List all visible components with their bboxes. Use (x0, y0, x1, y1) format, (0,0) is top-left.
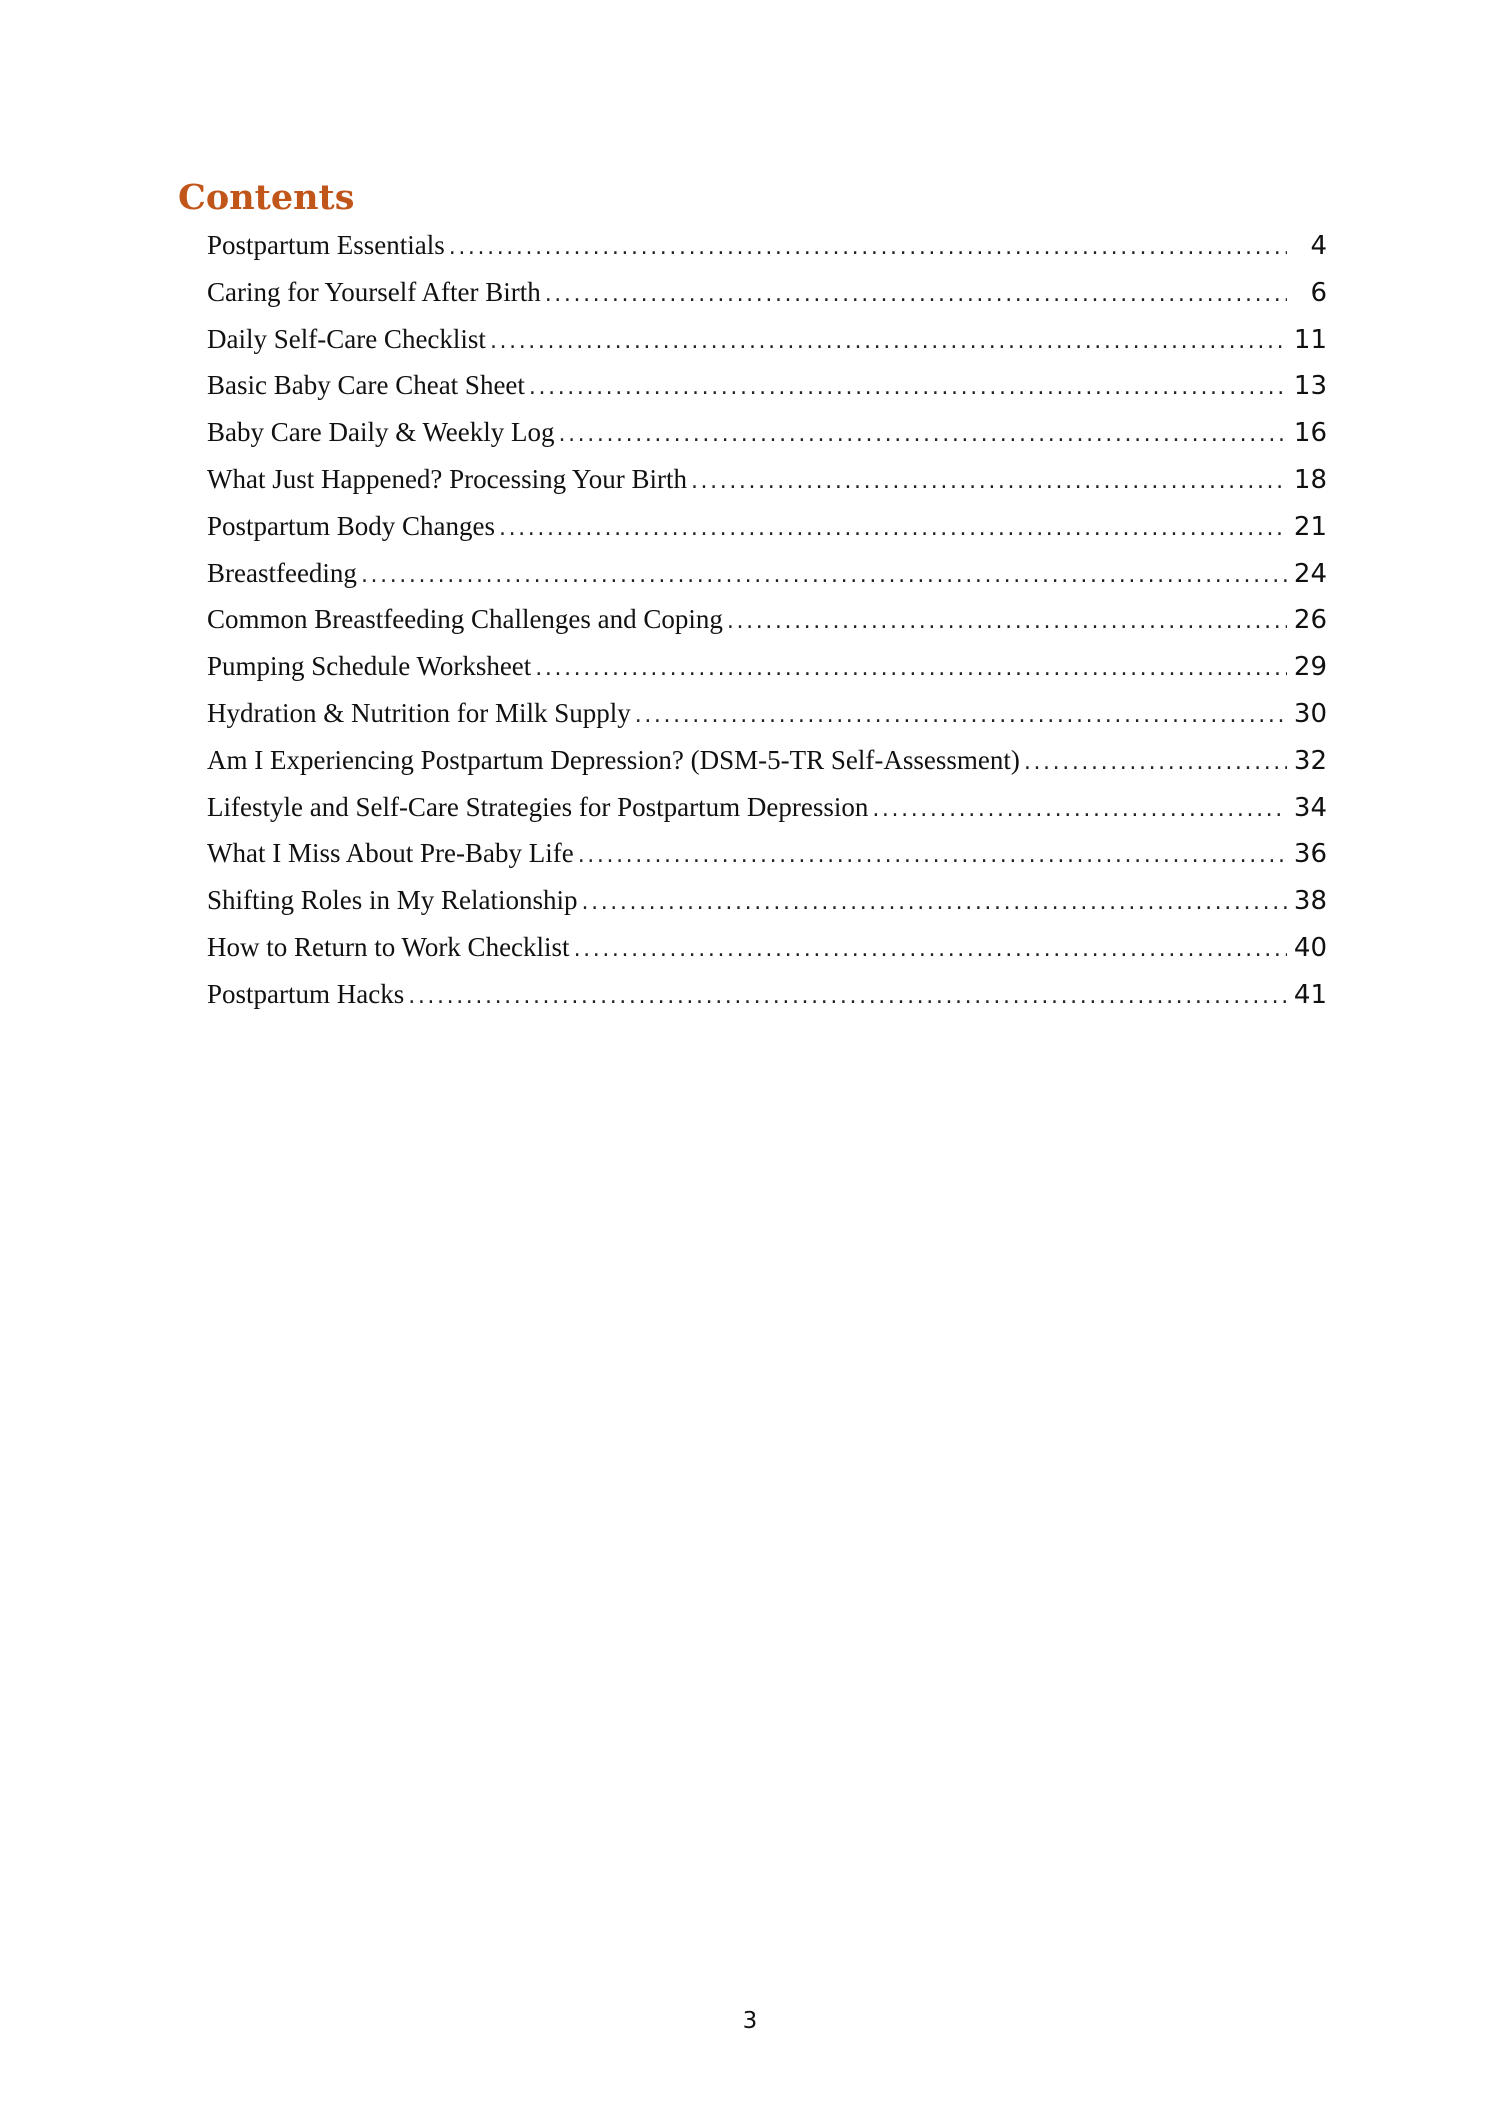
toc-entry-title[interactable]: Am I Experiencing Postpartum Depression? (DSM-5-TR Self-Assessment) (207, 744, 1020, 775)
toc-dot-leader (691, 459, 1287, 506)
toc-entry[interactable] (207, 971, 1327, 1018)
toc-entry-page[interactable]: 32 (1293, 745, 1327, 776)
toc-dot-leader (361, 553, 1287, 600)
toc-entry[interactable] (207, 456, 1327, 503)
toc-entry[interactable] (207, 830, 1327, 877)
toc-entry[interactable] (207, 924, 1327, 971)
toc-dot-leader (635, 693, 1287, 740)
toc-dot-leader (574, 927, 1287, 974)
toc-dot-leader (449, 225, 1287, 272)
toc-dot-leader (559, 412, 1288, 459)
toc-entry-page[interactable]: 21 (1293, 511, 1327, 542)
toc-entry-title[interactable]: Hydration & Nutrition for Milk Supply (207, 697, 631, 728)
toc-entry-title[interactable]: What Just Happened? Processing Your Birth (207, 463, 687, 494)
toc-dot-leader (545, 272, 1287, 319)
toc-dot-leader (408, 974, 1287, 1021)
toc-entry-title[interactable]: What I Miss About Pre-Baby Life (207, 838, 574, 869)
toc-entry[interactable] (207, 784, 1327, 831)
toc-entry-title[interactable]: Lifestyle and Self-Care Strategies for Postpartum Depression (207, 791, 869, 822)
toc-entry-title[interactable]: Pumping Schedule Worksheet (207, 651, 532, 682)
toc-entry-title[interactable]: Breastfeeding (207, 557, 357, 588)
toc-entry-title[interactable]: How to Return to Work Checklist (207, 931, 570, 962)
toc-entry-page[interactable]: 13 (1293, 371, 1327, 402)
toc-entry[interactable] (207, 550, 1327, 597)
toc-dot-leader (529, 365, 1287, 412)
toc-entry[interactable] (207, 316, 1327, 363)
toc-entry-title[interactable]: Basic Baby Care Cheat Sheet (207, 370, 525, 401)
toc-entry-page[interactable]: 38 (1293, 886, 1327, 917)
toc-entry-page[interactable]: 4 (1310, 231, 1327, 261)
toc-dot-leader (582, 880, 1287, 927)
toc-dot-leader (872, 787, 1287, 834)
toc-entry-page[interactable]: 29 (1293, 652, 1327, 683)
toc-entry-page[interactable]: 30 (1293, 698, 1327, 729)
toc-dot-leader (535, 646, 1287, 693)
toc-entry[interactable] (207, 269, 1327, 316)
toc-entry[interactable] (207, 503, 1327, 550)
toc-entry-page[interactable]: 16 (1293, 418, 1327, 449)
contents-heading: Contents (178, 177, 355, 218)
toc-entry-title[interactable]: Daily Self-Care Checklist (207, 323, 486, 354)
toc-entry[interactable] (207, 643, 1327, 690)
toc-entry[interactable] (207, 409, 1327, 456)
table-of-contents (207, 222, 1327, 1018)
toc-entry-page[interactable]: 26 (1293, 605, 1327, 636)
toc-dot-leader (1024, 740, 1287, 787)
toc-entry-page[interactable]: 41 (1293, 979, 1327, 1010)
toc-dot-leader (727, 599, 1287, 646)
toc-entry[interactable] (207, 596, 1327, 643)
toc-dot-leader (578, 833, 1287, 880)
toc-entry-page[interactable]: 40 (1293, 932, 1327, 963)
toc-entry-page[interactable]: 11 (1293, 324, 1327, 355)
toc-entry-page[interactable]: 6 (1310, 277, 1327, 308)
toc-entry-page[interactable]: 18 (1293, 464, 1327, 495)
toc-entry[interactable] (207, 877, 1327, 924)
toc-entry-page[interactable]: 36 (1293, 839, 1327, 870)
toc-entry-title[interactable]: Baby Care Daily & Weekly Log (207, 417, 555, 448)
toc-entry[interactable] (207, 690, 1327, 737)
toc-entry-title[interactable]: Postpartum Hacks (207, 978, 405, 1009)
toc-entry-title[interactable]: Postpartum Body Changes (207, 510, 495, 541)
toc-entry-title[interactable]: Caring for Yourself After Birth (207, 276, 541, 307)
toc-entry-title[interactable]: Postpartum Essentials (207, 230, 445, 260)
toc-entry-page[interactable]: 24 (1293, 558, 1327, 589)
toc-entry[interactable] (207, 222, 1327, 269)
toc-entry-page[interactable]: 34 (1293, 792, 1327, 823)
toc-entry-title[interactable]: Shifting Roles in My Relationship (207, 885, 578, 916)
toc-entry-title[interactable]: Common Breastfeeding Challenges and Coping (207, 604, 723, 635)
toc-dot-leader (490, 319, 1287, 366)
toc-entry[interactable] (207, 362, 1327, 409)
page-number: 3 (742, 2008, 758, 2034)
toc-dot-leader (499, 506, 1287, 553)
toc-entry[interactable] (207, 737, 1327, 784)
